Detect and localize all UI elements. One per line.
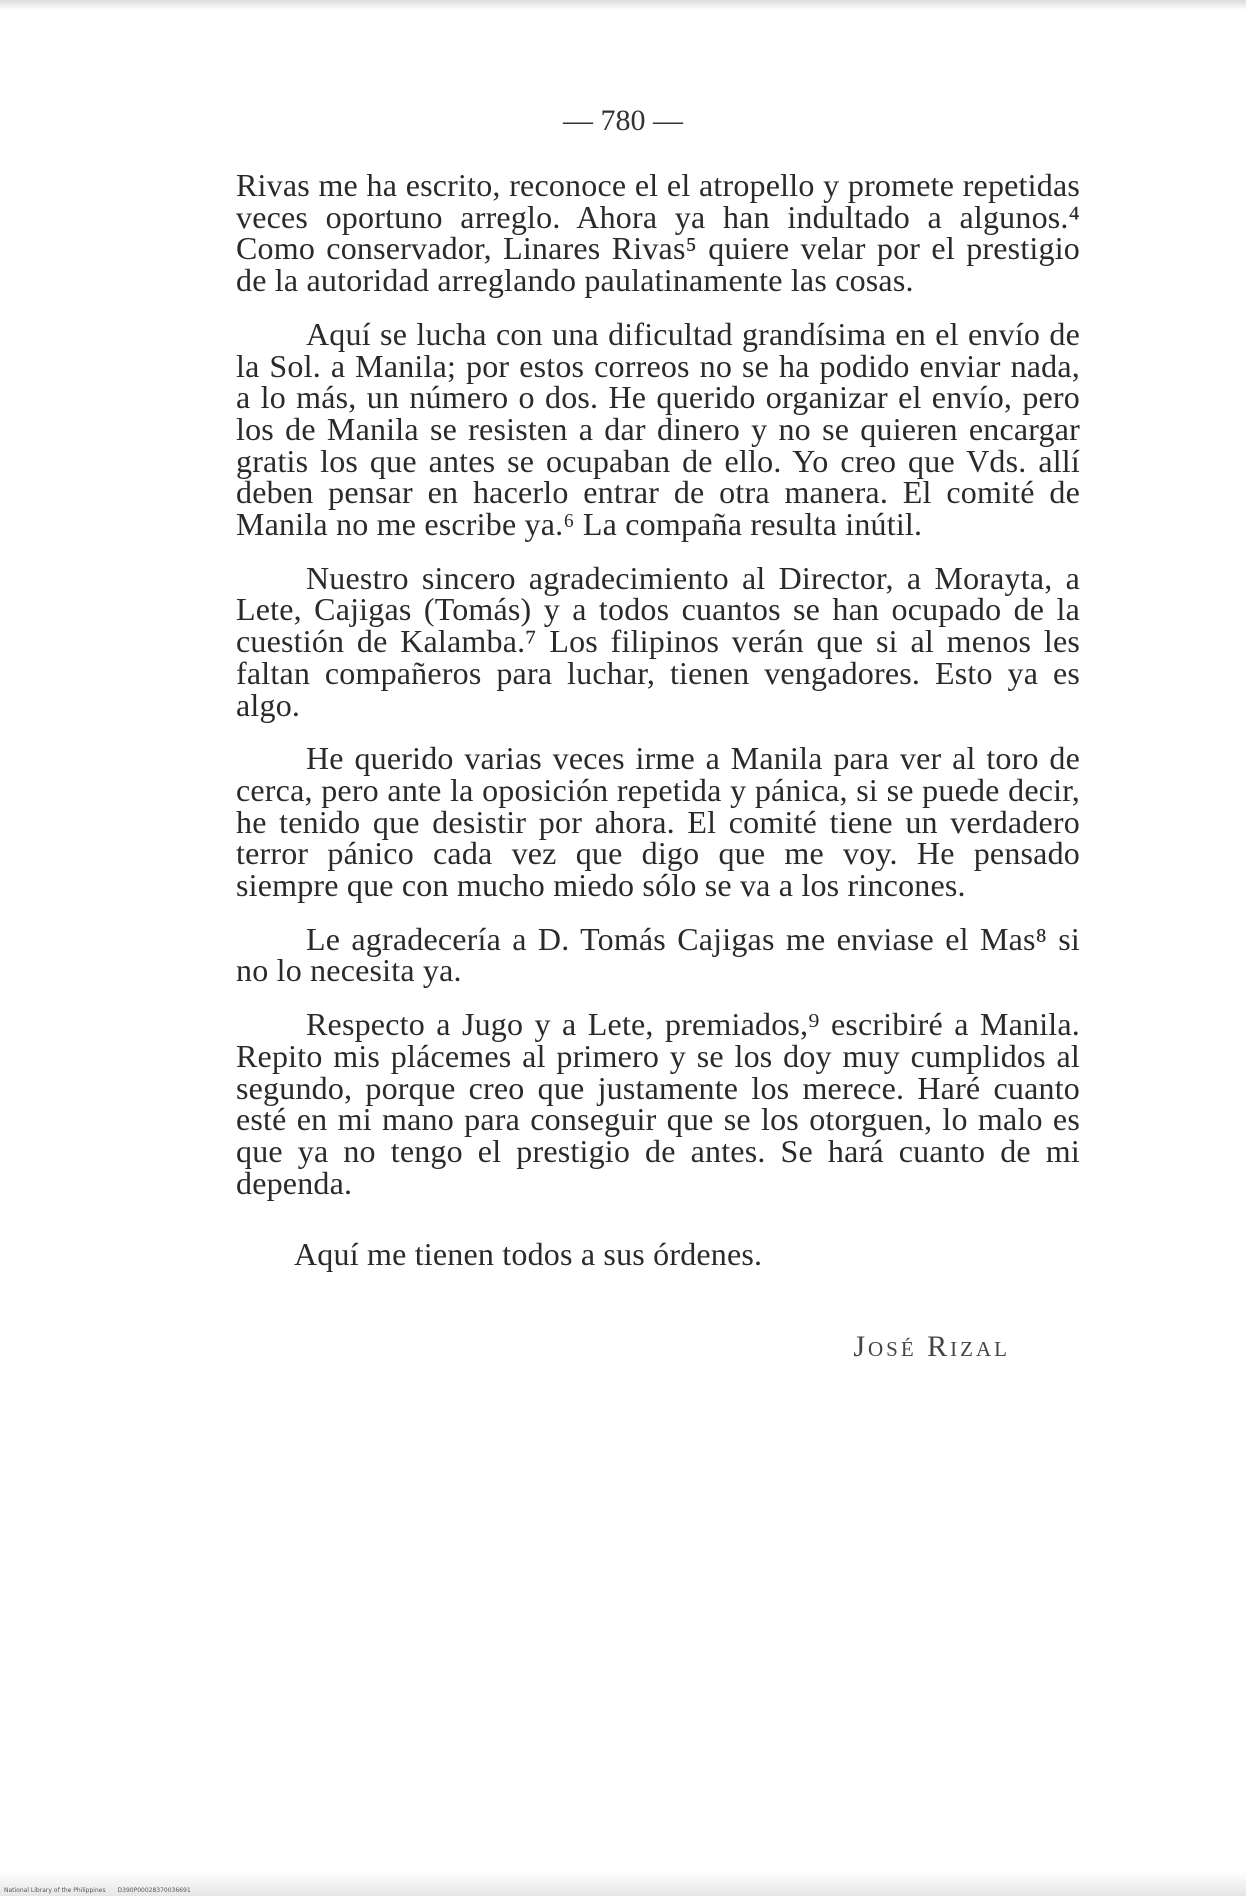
letter-body — [236, 167, 1080, 1293]
paragraph-5: Le agradecería a D. Tomás Cajigas me enviase el Mas⁸ si no lo necesita ya. — [236, 920, 1080, 989]
paragraph-1: Rivas me ha escrito, reconoce el el atropello y promete repetidas veces oportuno arreglo. Ahora ya han indultado a algunos.⁴ Como conservador, Linares Rivas⁵ quiere velar por el prestigio de la autoridad arreglando paulatinamente las cosas. — [236, 167, 1080, 299]
paragraph-4: He querido varias veces irme a Manila para ver al toro de cerca, pero ante la oposición repetida y pánica, si se puede decir, he tenido que desistir por ahora. El comité tiene un verdadero terror pánico cada vez que digo que me voy. He pensado siempre que con mucho miedo sólo se va a los rincones. — [236, 740, 1080, 904]
footer-library: National Library of the Philippines — [4, 1887, 106, 1894]
closing-line: Aquí me tienen todos a sus órdenes. — [294, 1236, 763, 1273]
paragraph-6: Respecto a Jugo y a Lete, premiados,⁹ escribiré a Manila. Repito mis plácemes al primero y se los doy muy cumplidos al segundo, porque creo que justamente los merece. Haré cuanto esté en mi mano para conseguir que se los otorguen, lo malo es que ya no tengo el prestigio de antes. Se hará cuanto de mi dependa. — [236, 1006, 1080, 1201]
footer-credit — [4, 1887, 201, 1894]
scan-edge-top — [0, 0, 1246, 10]
signature: José Rizal — [853, 1330, 1010, 1363]
paragraph-2: Aquí se lucha con una dificultad grandísima en el envío de la Sol. a Manila; por estos correos no se ha podido enviar nada, a lo más, un número o dos. He querido organizar el envío, pero los de Manila se resisten a dar dinero y no se quieren encargar gratis los que antes se ocupaban de ello. Yo creo que Vds. allí deben pensar en hacerlo entrar de otra manera. El comité de Manila no me escribe ya.⁶ La compaña resulta inútil. — [236, 315, 1080, 543]
page-number: — 780 — — [563, 104, 683, 137]
paragraph-3: Nuestro sincero agradecimiento al Director, a Morayta, a Lete, Cajigas (Tomás) y a todos cuantos se han ocupado de la cuestión de Kalamba.⁷ Los filipinos verán que si al menos les faltan compañeros para luchar, tienen vengadores. Esto ya es algo. — [236, 559, 1080, 723]
footer-code: D390P00028370036691 — [117, 1887, 191, 1894]
